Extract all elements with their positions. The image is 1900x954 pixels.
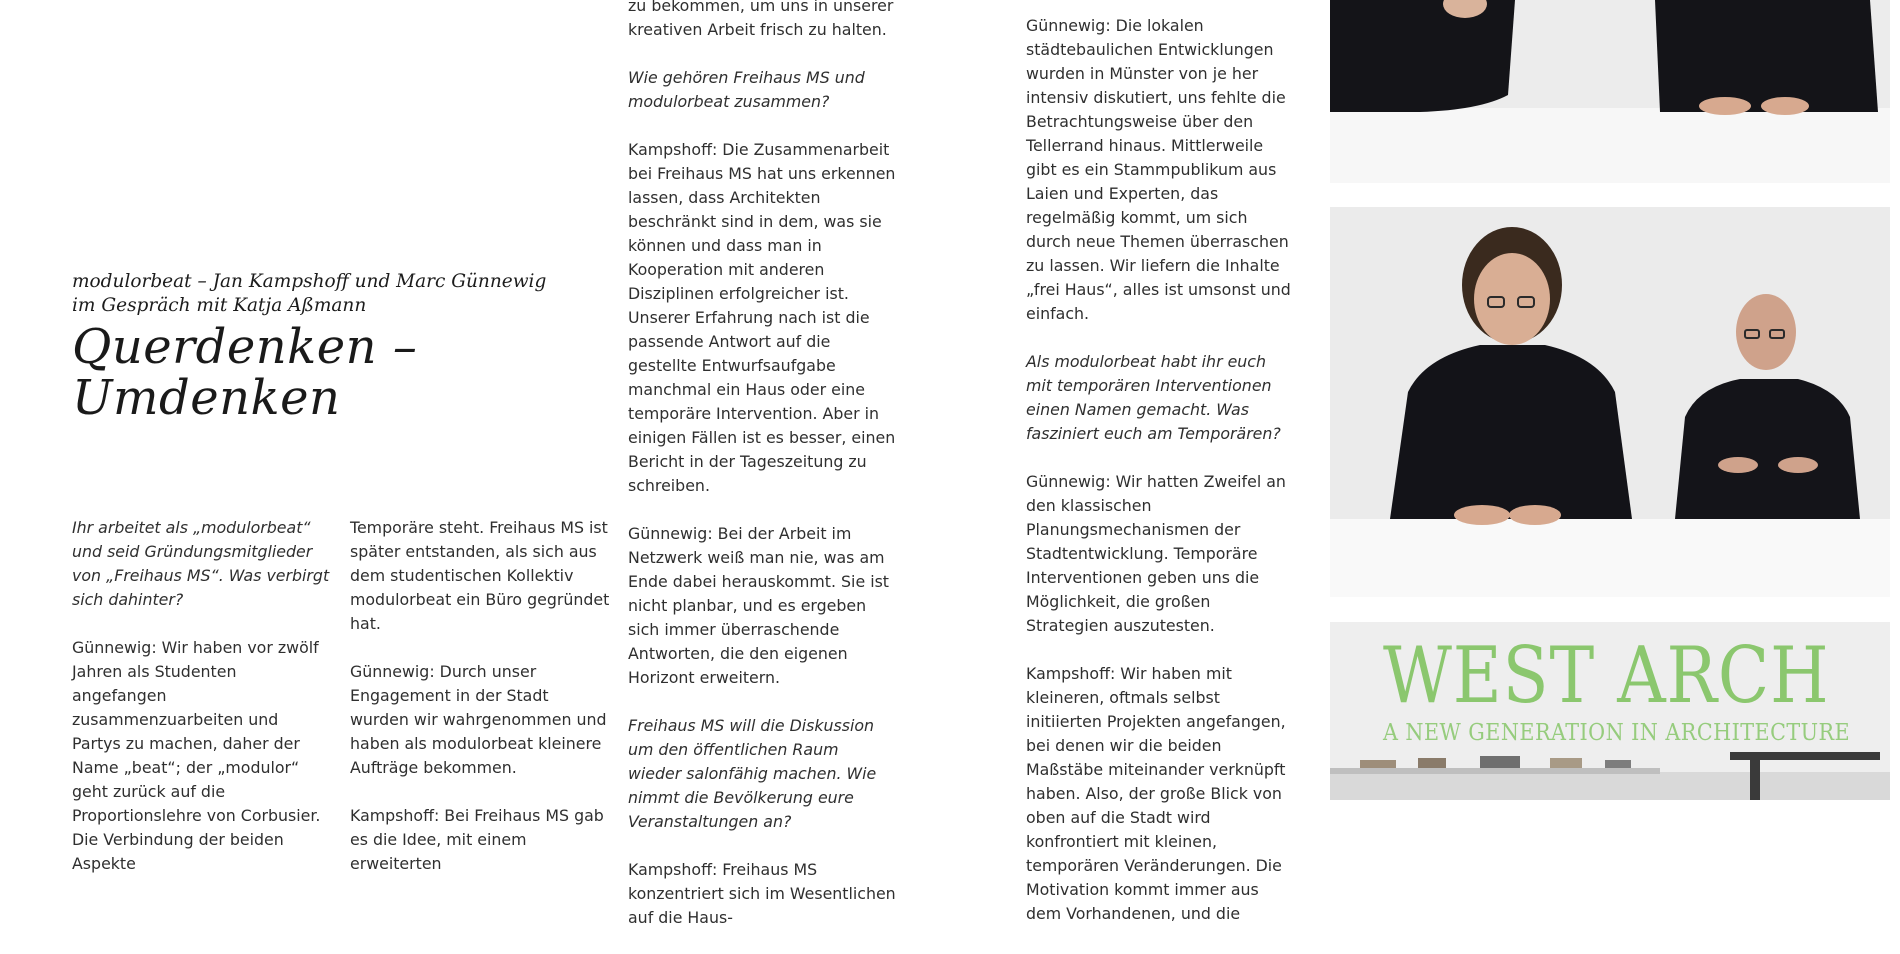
title-line-2: Umdenken <box>72 370 341 426</box>
interview-question: Ihr arbeitet als „modulorbeat“ und seid Gründungsmitglieder von „Freihaus MS“. Was verbirgt sich dahinter? <box>72 518 330 609</box>
text-column-4 <box>1026 14 1294 950</box>
interview-answer: Günnewig: Durch unser Engagement in der Stadt wurden wir wahrgenommen und haben als modulorbeat kleinere Aufträge bekommen. <box>350 662 607 777</box>
interview-answer: Günnewig: Bei der Arbeit im Netzwerk weiß man nie, was am Ende dabei herauskommt. Sie ist nicht planbar, und es ergeben sich immer überraschende Antworten, die den eigenen Horizont erweitern. <box>628 524 890 687</box>
photo-portrait-top <box>1330 0 1890 183</box>
text-column-2 <box>350 516 610 900</box>
title-line-1: Querdenken – <box>72 319 418 375</box>
interview-answer: Günnewig: Wir haben vor zwölf Jahren als Studenten angefangen zusammenzuarbeiten und Partys zu machen, daher der Name „beat“; der „modulor“ geht zurück auf die Proportionslehre von Corbusier. Die Verbindung der beiden Aspekte <box>72 638 321 873</box>
interview-question: Wie gehören Freihaus MS und modulorbeat zusammen? <box>628 68 865 111</box>
interview-question: Als modulorbeat habt ihr euch mit temporären Interventionen einen Namen gemacht. Was fasziniert euch am Temporären? <box>1026 352 1281 443</box>
byline-line-2: im Gespräch mit Katja Aßmann <box>72 295 367 316</box>
interview-answer: Günnewig: Die lokalen städtebaulichen Entwicklungen wurden in Münster von je her intensiv diskutiert, uns fehlte die Betrachtungsweise über den Tellerrand hinaus. Mittlerweile gibt es ein Stammpublikum aus Laien und Experten, das regelmäßig kommt, um sich durch neue Themen überraschen zu lassen. Wir liefern die Inhalte „frei Haus“, alles ist umsonst und einfach. <box>1026 16 1291 323</box>
photo-portrait-main <box>1330 207 1890 597</box>
interview-answer: Günnewig: Wir hatten Zweifel an den klassischen Planungsmechanismen der Stadtentwicklung. Temporäre Interventionen geben uns die Möglichkeit, die großen Strategien auszutesten. <box>1026 472 1286 635</box>
text-column-3 <box>628 0 896 954</box>
exhibition-title: WEST ARCH <box>1383 631 1830 721</box>
article-byline <box>72 270 592 318</box>
article-title <box>72 319 592 426</box>
exhibition-subtitle: A NEW GENERATION IN ARCHITECTURE <box>1383 720 1851 746</box>
photo-exhibition-west-arch <box>1330 622 1890 800</box>
interview-answer: Temporäre steht. Freihaus MS ist später entstanden, als sich aus dem studentischen Kollektiv modulorbeat ein Büro gegründet hat. <box>350 518 610 633</box>
byline-line-1: modulorbeat – Jan Kampshoff und Marc Günnewig <box>72 271 547 292</box>
interview-answer: zu bekommen, um uns in unserer kreativen Arbeit frisch zu halten. <box>628 0 894 39</box>
interview-answer: Kampshoff: Wir haben mit kleineren, oftmals selbst initiierten Projekten angefangen, bei denen wir die beiden Maßstäbe miteinander verknüpft haben. Also, der große Blick von oben auf die Stadt wird konfrontiert mit kleinen, temporären Veränderungen. Die Motivation kommt immer aus dem Vorhandenen, und die <box>1026 664 1286 923</box>
interview-answer: Kampshoff: Bei Freihaus MS gab es die Idee, mit einem erweiterten <box>350 806 604 873</box>
text-column-1 <box>72 516 332 900</box>
interview-answer: Kampshoff: Die Zusammenarbeit bei Freihaus MS hat uns erkennen lassen, dass Architekten beschränkt sind in dem, was sie können und dass man in Kooperation mit anderen Disziplinen erfolgreicher ist. Unserer Erfahrung nach ist die passende Antwort auf die gestellte Entwurfsaufgabe manchmal ein Haus oder eine temporäre Intervention. Aber in einigen Fällen ist es besser, einen Bericht in der Tageszeitung zu schreiben. <box>628 140 896 495</box>
interview-answer: Kampshoff: Freihaus MS konzentriert sich im Wesentlichen auf die Haus- <box>628 860 896 927</box>
interview-question: Freihaus MS will die Diskussion um den öffentlichen Raum wieder salonfähig machen. Wie nimmt die Bevölkerung eure Veranstaltungen an? <box>628 716 877 831</box>
